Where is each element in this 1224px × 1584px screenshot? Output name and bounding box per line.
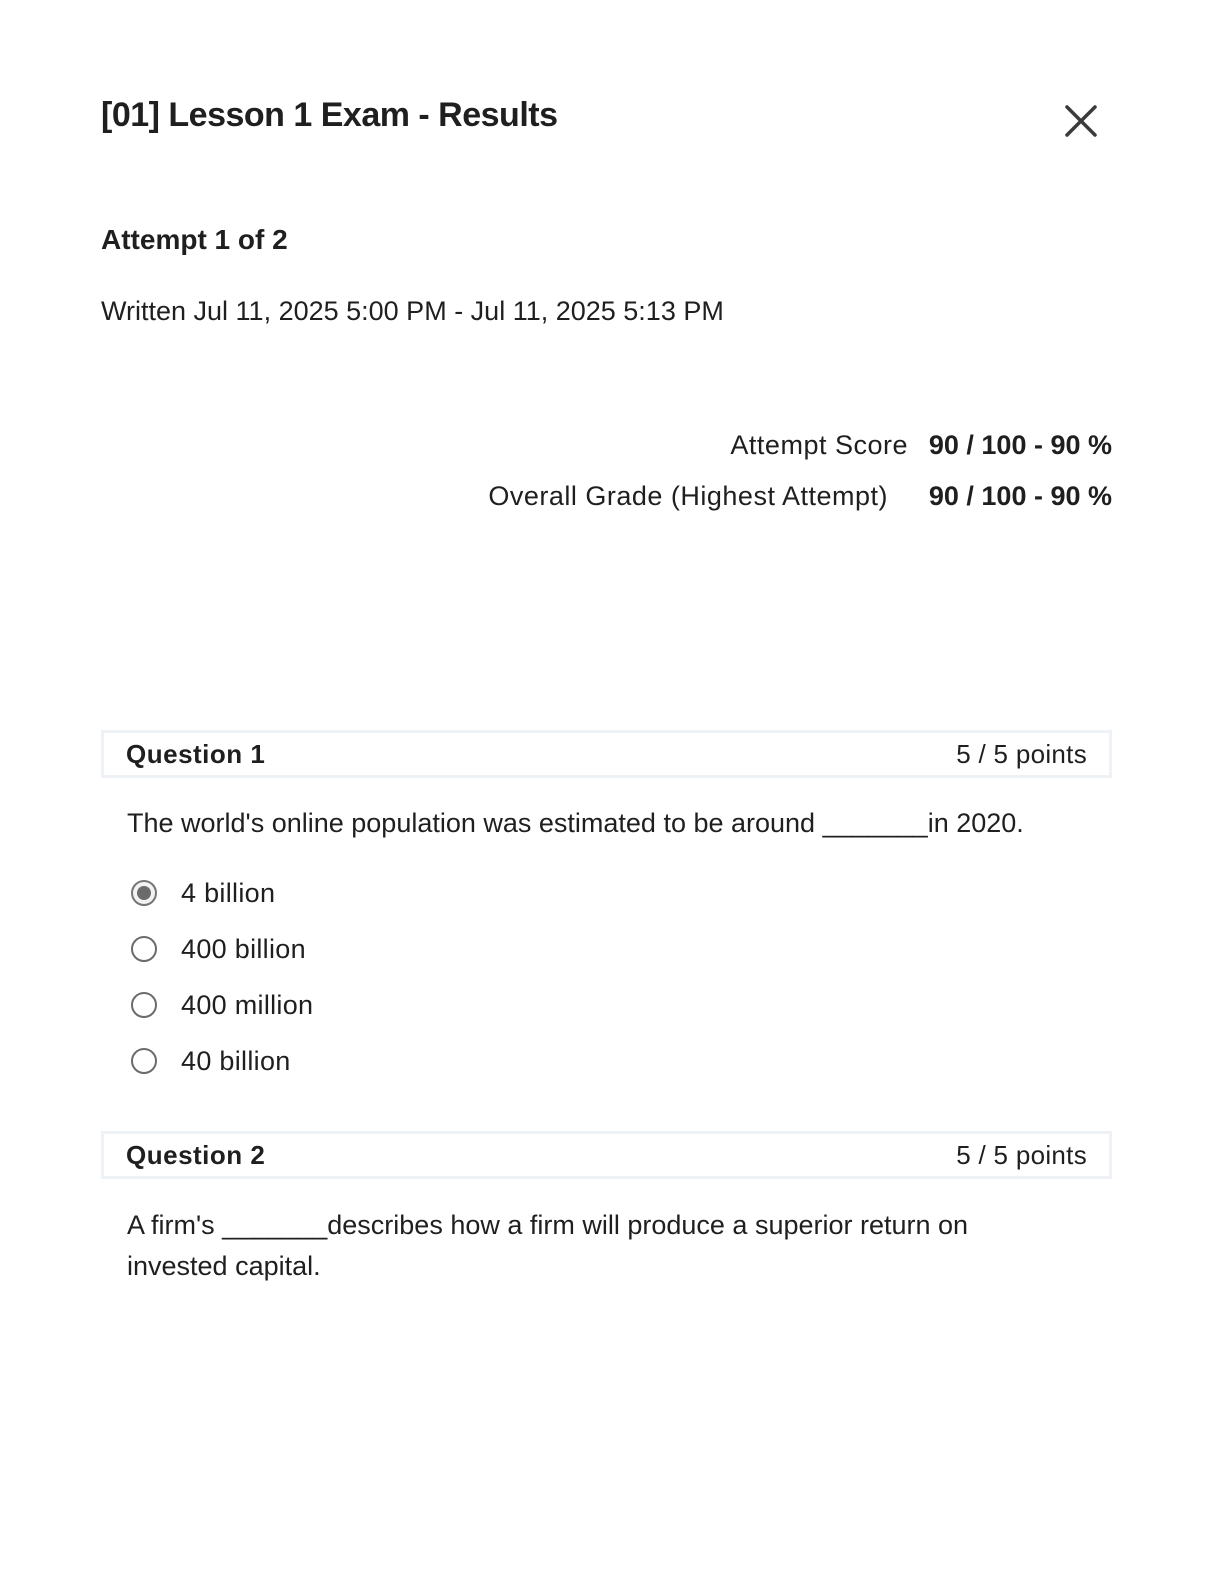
attempt-score-label: Attempt Score <box>730 430 908 460</box>
overall-grade-value: 90 / 100 - 90 % <box>928 481 1112 511</box>
question-text-line: invested capital. <box>127 1251 321 1281</box>
score-summary <box>400 430 1112 532</box>
option-label: 40 billion <box>181 1045 291 1076</box>
close-icon <box>1064 104 1098 138</box>
overall-grade-row <box>400 481 1112 532</box>
radio-unselected-icon[interactable] <box>131 936 157 962</box>
question-text: The world's online population was estimated to be around _______in 2020. <box>127 808 1024 838</box>
question-number: Question 1 <box>126 738 266 769</box>
written-timestamp: Written Jul 11, 2025 5:00 PM - Jul 11, 2025 5:13 PM <box>101 296 724 326</box>
question-1 <box>101 730 1112 1089</box>
question-points: 5 / 5 points <box>956 1139 1087 1170</box>
question-text <box>101 1205 1112 1287</box>
option-label: 4 billion <box>181 877 276 908</box>
answer-options <box>101 865 1112 1089</box>
question-text-line: A firm's _______describes how a firm will produce a superior return on <box>127 1210 969 1240</box>
option-label: 400 million <box>181 989 314 1020</box>
radio-unselected-icon[interactable] <box>131 992 157 1018</box>
page-title: [01] Lesson 1 Exam - Results <box>101 96 558 134</box>
attempt-score-value: 90 / 100 - 90 % <box>928 430 1112 460</box>
radio-unselected-icon[interactable] <box>131 1048 157 1074</box>
question-header <box>101 1131 1112 1179</box>
answer-option[interactable] <box>131 977 1112 1033</box>
attempt-score-row <box>400 430 1112 481</box>
answer-option[interactable] <box>131 865 1112 921</box>
overall-grade-label: Overall Grade (Highest Attempt) <box>488 481 888 511</box>
question-points: 5 / 5 points <box>956 738 1087 769</box>
close-button[interactable] <box>1060 100 1102 142</box>
question-number: Question 2 <box>126 1139 266 1170</box>
option-label: 400 billion <box>181 933 306 964</box>
attempt-heading: Attempt 1 of 2 <box>101 224 288 255</box>
answer-option[interactable] <box>131 1033 1112 1089</box>
question-2 <box>101 1131 1112 1287</box>
answer-option[interactable] <box>131 921 1112 977</box>
question-header <box>101 730 1112 778</box>
radio-selected-icon[interactable] <box>131 880 157 906</box>
